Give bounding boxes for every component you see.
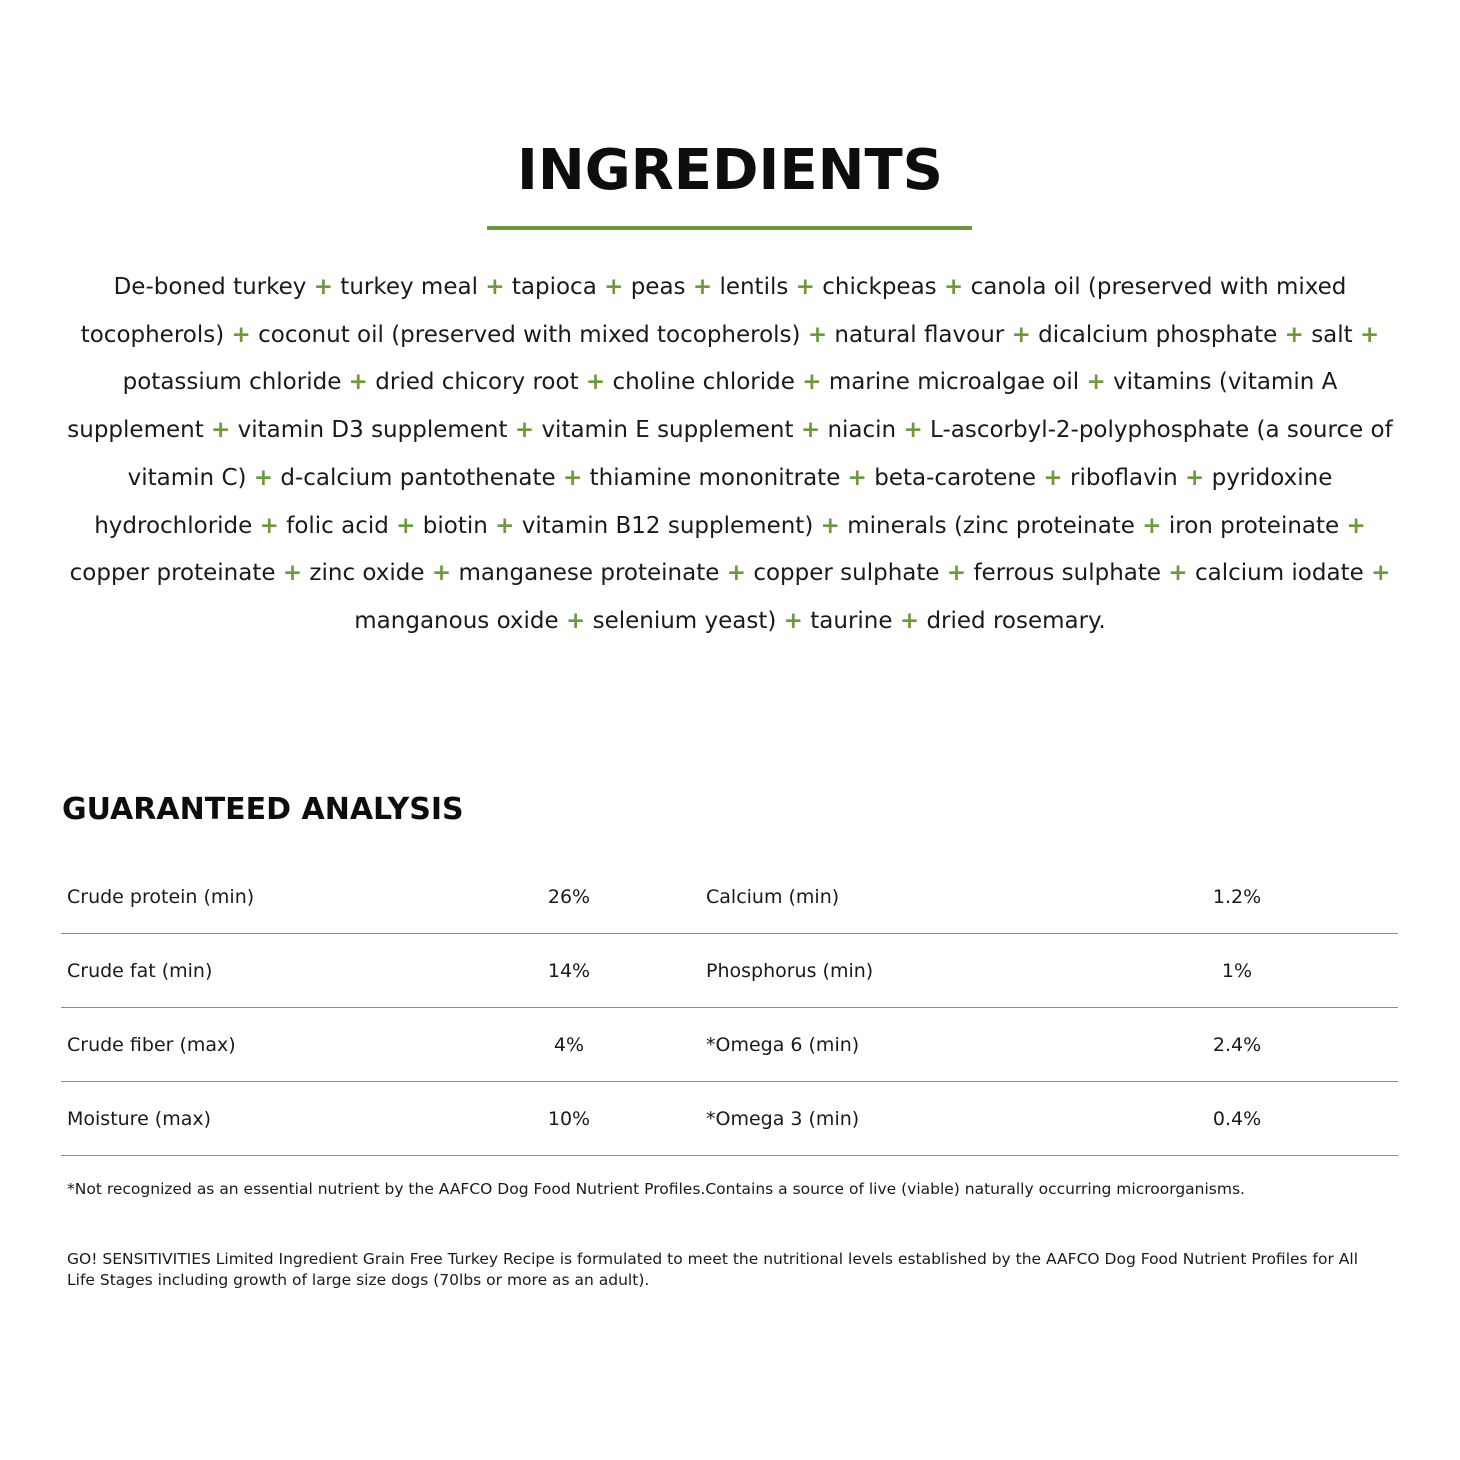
nutrient-value: 2.4% — [1212, 1034, 1262, 1056]
ingredient-item: taurine — [810, 607, 893, 634]
plus-separator: + — [313, 274, 333, 300]
ingredient-item: dried chicory root — [375, 369, 579, 396]
ingredient-item: copper sulphate — [753, 560, 940, 587]
ingredient-item: zinc oxide — [309, 560, 425, 587]
plus-separator: + — [1086, 369, 1106, 396]
plus-separator: + — [495, 512, 515, 539]
table-row — [61, 860, 1398, 934]
nutrient-value: 1% — [1221, 960, 1253, 982]
nutrient-name: Crude protein (min) — [67, 886, 255, 908]
nutrient-name: Crude fiber (max) — [67, 1034, 236, 1056]
plus-separator: + — [211, 417, 231, 444]
ingredient-item: De-boned turkey — [113, 274, 307, 300]
plus-separator: + — [820, 512, 840, 539]
plus-separator: + — [807, 321, 828, 348]
ingredient-item: thiamine mononitrate — [589, 464, 841, 491]
table-row — [61, 1082, 1398, 1156]
ingredient-item: salt — [1311, 321, 1353, 348]
plus-separator: + — [726, 560, 746, 587]
plus-separator: + — [692, 274, 713, 300]
plus-separator: + — [282, 560, 303, 587]
nutrient-name: Phosphorus (min) — [706, 960, 874, 982]
plus-separator: + — [899, 607, 920, 634]
nutrient-name: *Omega 6 (min) — [706, 1034, 860, 1056]
ingredient-item: manganous oxide — [354, 607, 559, 634]
ingredient-item: lentils — [719, 274, 789, 300]
guaranteed-analysis-table — [61, 860, 1398, 1156]
ingredient-item: niacin — [827, 417, 897, 444]
ingredient-item: biotin — [422, 512, 488, 539]
plus-separator: + — [231, 321, 251, 348]
plus-separator: + — [847, 464, 867, 491]
ingredient-item: vitamin E supplement — [541, 417, 794, 444]
nutrient-value: 14% — [547, 960, 591, 982]
nutrient-value: 1.2% — [1212, 886, 1262, 908]
page-title: INGREDIENTS — [516, 138, 943, 203]
nutrient-name: Crude fat (min) — [67, 960, 213, 982]
ingredient-item: pyridoxine hydrochloride — [94, 464, 1333, 539]
ingredient-item: vitamins (vitamin A supplement — [67, 369, 1338, 444]
plus-separator: + — [396, 512, 416, 539]
ingredient-item: iron proteinate — [1168, 512, 1340, 539]
analysis-footnote: *Not recognized as an essential nutrient by the AAFCO Dog Food Nutrient Profiles.Contains a source of live (viable) naturally occurring microorganisms. — [67, 1180, 1245, 1198]
plus-separator: + — [1360, 321, 1380, 348]
ingredient-item: vitamin D3 supplement — [237, 417, 508, 444]
table-row — [61, 1008, 1398, 1082]
nutrient-value: 10% — [547, 1108, 591, 1130]
plus-separator: + — [1284, 321, 1304, 348]
plus-separator: + — [563, 464, 583, 491]
plus-separator: + — [1168, 560, 1188, 587]
ingredient-item: d-calcium pantothenate — [280, 464, 556, 491]
plus-separator: + — [1371, 560, 1391, 587]
plus-separator: + — [802, 369, 822, 396]
ingredient-item: coconut oil (preserved with mixed tocopherols) — [258, 321, 801, 348]
title-underline — [487, 226, 972, 230]
table-row — [61, 934, 1398, 1008]
ingredient-item: L-ascorbyl-2-polyphosphate (a source of vitamin C) — [127, 417, 1393, 491]
ingredient-item: selenium yeast) — [592, 607, 777, 634]
ingredient-item: peas — [630, 274, 686, 300]
ingredient-item: minerals (zinc proteinate — [847, 512, 1135, 539]
ingredient-item: natural flavour — [834, 321, 1005, 348]
nutrient-value: 26% — [547, 886, 591, 908]
plus-separator: + — [253, 464, 274, 491]
plus-separator: + — [946, 560, 967, 587]
ingredient-item: choline chloride — [612, 369, 795, 396]
plus-separator: + — [485, 274, 505, 300]
nutrient-name: Moisture (max) — [67, 1108, 212, 1130]
ingredient-item: potassium chloride — [122, 369, 342, 396]
ingredient-item: manganese proteinate — [458, 560, 720, 587]
plus-separator: + — [348, 369, 368, 396]
plus-separator: + — [431, 560, 452, 587]
plus-separator: + — [1142, 512, 1162, 539]
plus-separator: + — [1043, 464, 1063, 491]
nutrient-value: 0.4% — [1212, 1108, 1262, 1130]
plus-separator: + — [943, 274, 964, 300]
nutrient-name: *Omega 3 (min) — [706, 1108, 860, 1130]
ingredients-list — [55, 264, 1405, 646]
plus-separator: + — [585, 369, 606, 396]
ingredient-item: marine microalgae oil — [828, 369, 1080, 396]
aafco-statement: GO! SENSITIVITIES Limited Ingredient Grain Free Turkey Recipe is formulated to meet the nutritional levels established by the AAFCO Dog Food Nutrient Profiles for All Life Stages including growth of large size dogs (70lbs or more as an adult). — [67, 1250, 1358, 1289]
ingredient-item: folic acid — [286, 512, 389, 539]
nutrient-value: 4% — [553, 1034, 585, 1056]
plus-separator: + — [800, 417, 821, 444]
ingredient-item: tapioca — [511, 274, 597, 300]
plus-separator: + — [566, 607, 586, 634]
plus-separator: + — [259, 512, 279, 539]
ingredient-item: ferrous sulphate — [973, 560, 1162, 587]
ingredient-item: vitamin B12 supplement) — [521, 512, 814, 539]
ingredient-item: copper proteinate — [69, 560, 276, 587]
plus-separator: + — [1346, 512, 1366, 539]
ingredient-item: chickpeas — [822, 274, 937, 300]
ingredient-item: canola oil (preserved with mixed tocopherols) — [80, 274, 1347, 348]
ingredient-item: calcium iodate — [1194, 560, 1364, 587]
ingredient-item: dicalcium phosphate — [1038, 321, 1278, 348]
ingredient-item: beta-carotene — [874, 464, 1037, 491]
plus-separator: + — [1011, 321, 1031, 348]
ingredient-item: riboflavin — [1070, 464, 1178, 491]
nutrient-name: Calcium (min) — [706, 886, 840, 908]
plus-separator: + — [783, 607, 803, 634]
ingredient-item: turkey meal — [340, 274, 478, 300]
ingredient-item: dried rosemary. — [926, 607, 1106, 634]
plus-separator: + — [514, 417, 535, 444]
plus-separator: + — [795, 274, 815, 300]
plus-separator: + — [604, 274, 624, 300]
analysis-title: GUARANTEED ANALYSIS — [62, 792, 464, 827]
plus-separator: + — [1185, 464, 1205, 491]
plus-separator: + — [903, 417, 923, 444]
